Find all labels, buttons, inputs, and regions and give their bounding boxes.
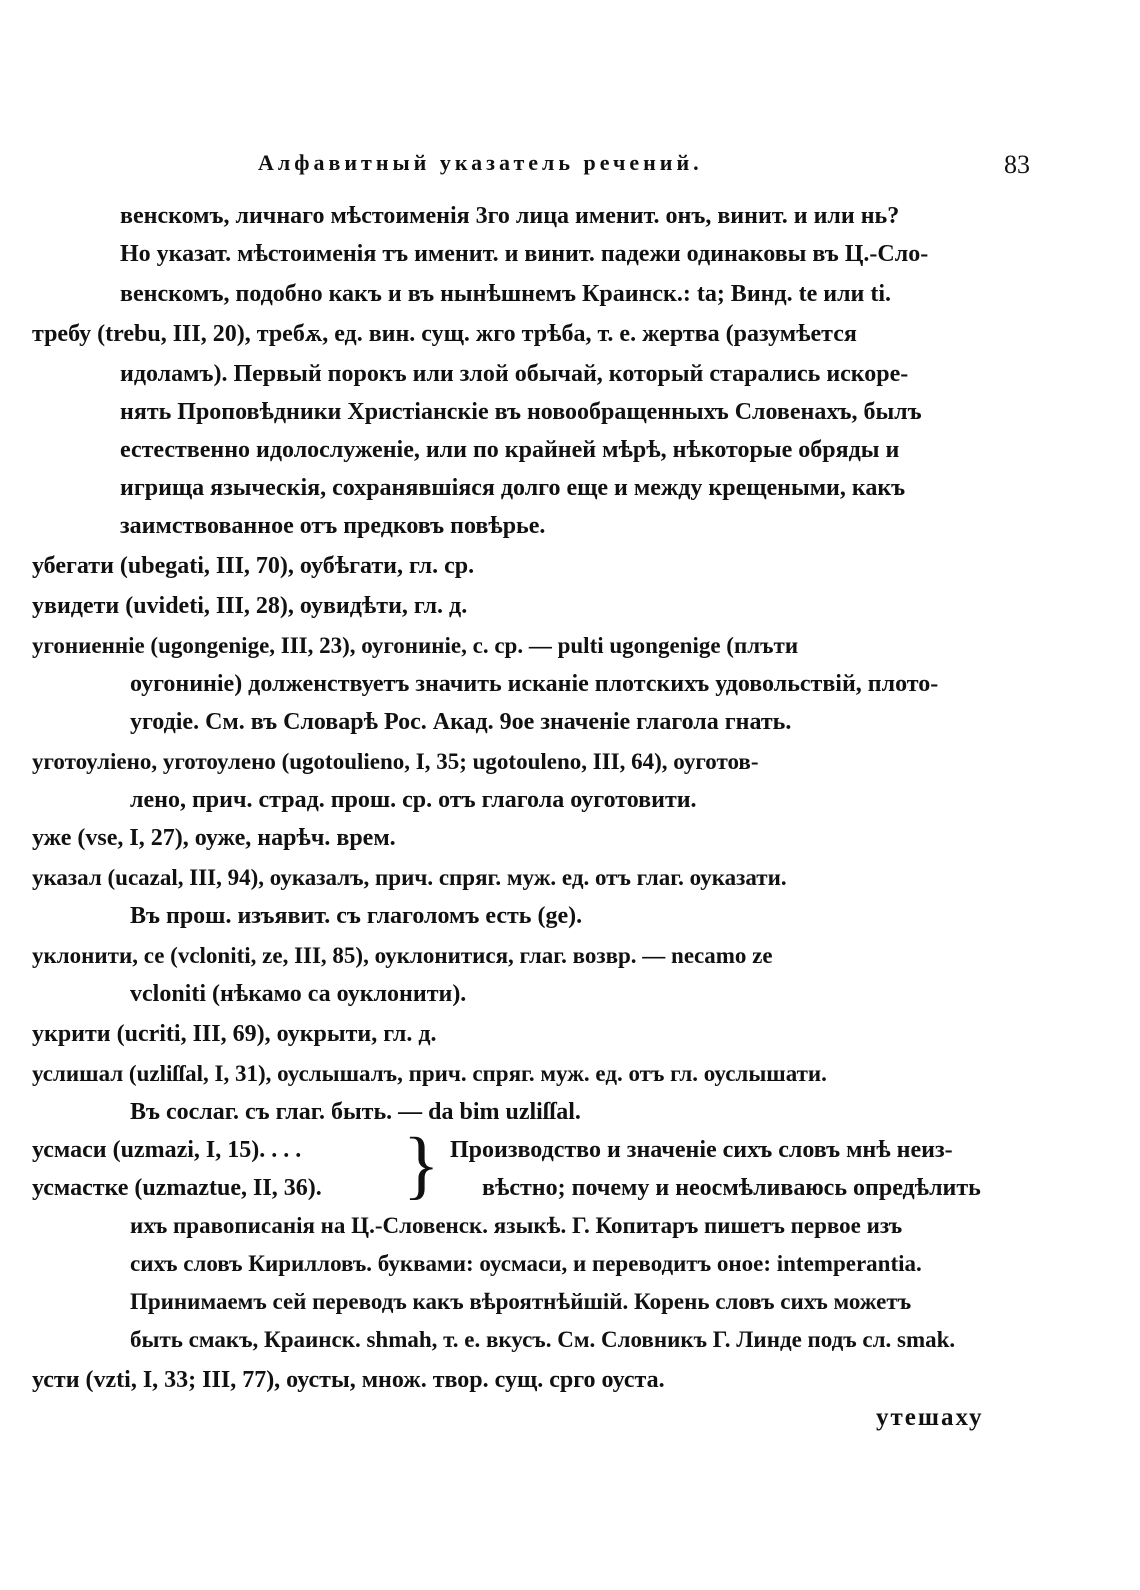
running-header: [250, 150, 1030, 184]
entry-vzti: усти (vzti, I, 33; III, 77), оусты, множ. твор. сущ. срго оуста.: [32, 1367, 665, 1393]
entry-uvideti: увидети (uvideti, III, 28), оувидѣти, гл. д.: [32, 593, 468, 619]
entry-ubegati: убегати (ubegati, III, 70), оубѣгати, гл. ср.: [32, 553, 475, 579]
page-number: 83: [1004, 150, 1030, 179]
header-title: Алфавитный указатель речений.: [258, 150, 703, 175]
text-line: венскомъ, личнаго мѣстоименія 3го лица именит. онъ, винит. и или нь?: [120, 203, 900, 229]
entry-ugotoulieno: уготоуліено, уготоулено (ugotoulieno, I, 35; ugotoulenо, III, 64), оуготов-: [32, 749, 759, 774]
entry-uzlissal: услишал (uzliſſal, I, 31), оуслышалъ, прич. спряг. муж. ед. отъ гл. оуслышати.: [32, 1061, 827, 1086]
entry-uzmaztue: усмастке (uzmaztue, II, 36).: [32, 1175, 322, 1201]
entry-ucloniti: уклонити, се (vcloniti, ze, III, 85), оуклонитися, глаг. возвр. — necamo ze: [32, 943, 773, 968]
text-line: нять Проповѣдники Христіанскіе въ новообращенныхъ Словенахъ, былъ: [120, 399, 922, 425]
entry-ugongenige: угониенніе (ugongenige, III, 23), оугониніе, с. ср. — pulti ugongenige (плъти: [32, 633, 799, 658]
text-line: заимствованное отъ предковъ повѣрье.: [120, 513, 546, 539]
entry-ucazal: указал (ucazal, III, 94), оуказалъ, прич. спряг. муж. ед. отъ глаг. оуказати.: [32, 865, 787, 890]
text-line: оугониніе) долженствуетъ значить исканіе плотскихъ удовольствій, плото-: [130, 671, 939, 697]
text-line: Производство и значеніе сихъ словъ мнѣ неиз-: [450, 1137, 953, 1163]
entry-uze: уже (vse, I, 27), оуже, нарѣч. врем.: [32, 825, 396, 851]
catchword: утешаху: [876, 1404, 984, 1431]
entry-uzmazi: усмаси (uzmazi, I, 15). . . .: [32, 1137, 302, 1163]
text-line: Принимаемъ сей переводъ какъ вѣроятнѣйшій. Корень словъ сихъ можетъ: [130, 1289, 912, 1314]
text-line: ихъ правописанія на Ц.-Словенск. языкѣ. Г. Копитаръ пишетъ первое изъ: [130, 1213, 903, 1238]
text-line: игрища языческія, сохранявшіяся долго еще и между крещеными, какъ: [120, 475, 906, 501]
text-line: венскомъ, подобно какъ и въ нынѣшнемъ Краинск.: ta; Винд. te или ti.: [120, 281, 892, 307]
text-line: угодіе. См. въ Словарѣ Рос. Акад. 9ое значеніе глагола гнать.: [130, 709, 792, 735]
text-line: естественно идолослуженіе, или по крайней мѣрѣ, нѣкоторые обряды и: [120, 437, 900, 463]
text-line: идоламъ). Первый порокъ или злой обычай, который старались искоре-: [120, 361, 909, 387]
brace-symbol: }: [403, 1123, 440, 1207]
text-line: сихъ словъ Кирилловъ. буквами: оусмаси, и переводитъ оное: intemperantia.: [130, 1251, 922, 1276]
entry-trebu: требу (trebu, III, 20), требѫ, ед. вин. сущ. жго трѣба, т. е. жертва (разумѣется: [32, 321, 857, 347]
text-line: Въ сослаг. съ глаг. быть. — da bim uzliſſal.: [130, 1099, 581, 1125]
text-line: Въ прош. изъявит. съ глаголомъ есть (ge).: [130, 903, 583, 929]
text-line: vcloniti (нѣкамо са оуклонити).: [130, 981, 467, 1007]
entry-ucriti: укрити (ucriti, III, 69), оукрыти, гл. д.: [32, 1021, 437, 1047]
text-line: быть смакъ, Краинск. shmah, т. е. вкусъ. См. Словникъ Г. Линде подъ сл. smak.: [130, 1327, 956, 1352]
text-line: лено, прич. страд. прош. ср. отъ глагола оуготовити.: [130, 787, 697, 813]
text-line: вѣстно; почему и неосмѣливаюсь опредѣлить: [482, 1175, 981, 1201]
text-line: Но указат. мѣстоименія тъ именит. и винит. падежи одинаковы въ Ц.-Сло-: [120, 241, 929, 267]
